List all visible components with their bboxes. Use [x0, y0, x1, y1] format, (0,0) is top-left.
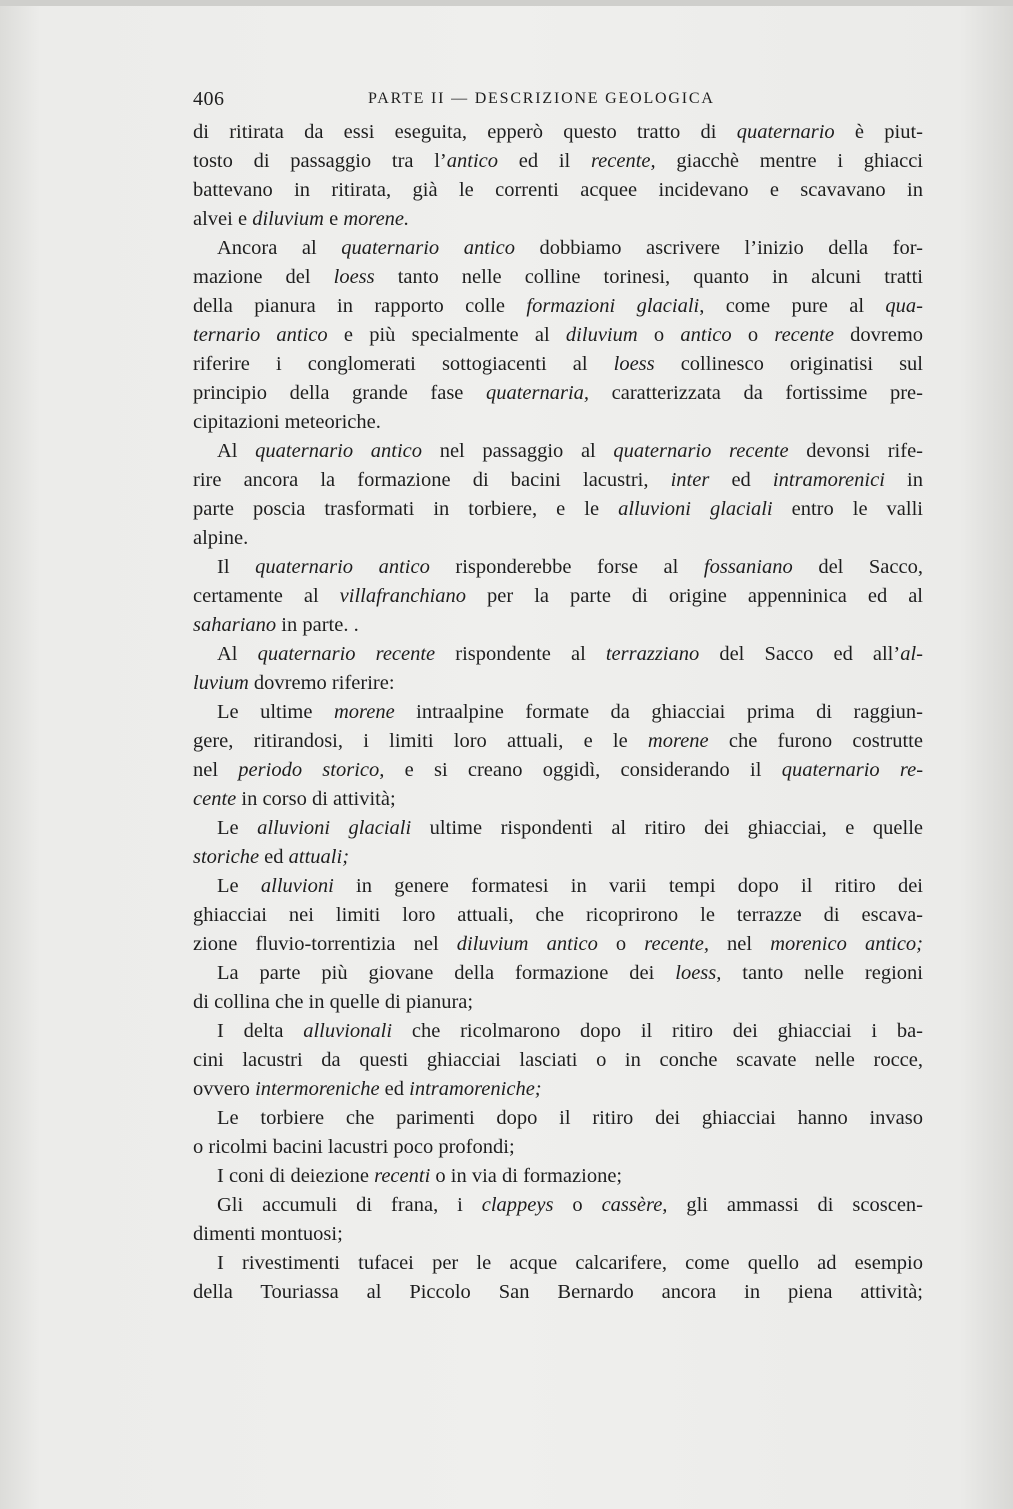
italic-term: storiche	[193, 846, 260, 868]
text-run: in genere formatesi in varii tempi dopo il ritiro dei	[333, 875, 924, 897]
text-run: del Sacco ed all’	[699, 643, 901, 665]
text-run: dimenti montuosi;	[193, 1223, 343, 1245]
text-run: Le torbiere che parimenti dopo il ritiro dei ghiacciai hanno invaso	[217, 1107, 923, 1129]
italic-term: recenti	[374, 1165, 431, 1187]
text-run: in corso di attività;	[236, 788, 396, 810]
text-run: nel passaggio al	[422, 440, 614, 462]
italic-term: antico	[680, 324, 732, 346]
text-line	[193, 1220, 923, 1249]
text-run: della Touriassa al Piccolo San Bernardo ancora in piena attività;	[193, 1281, 923, 1303]
text-run: ghiacciai nei limiti loro attuali, che ricoprirono le terrazze di escava-	[193, 904, 923, 926]
text-line	[193, 1046, 923, 1075]
text-line	[193, 205, 923, 234]
text-line	[193, 814, 923, 843]
text-run: o	[597, 933, 645, 955]
italic-term: recente,	[590, 150, 656, 172]
italic-term: loess	[613, 353, 655, 375]
italic-term: cente	[193, 788, 237, 810]
italic-term: alluvioni glaciali	[257, 817, 412, 839]
text-run: battevano in ritirata, già le correnti acquee incidevano e scavavano in	[193, 179, 923, 201]
text-run: o	[731, 324, 775, 346]
text-run: della pianura in rapporto colle	[193, 295, 527, 317]
text-line	[193, 234, 923, 263]
text-line	[193, 1278, 923, 1307]
italic-term: morene.	[343, 208, 410, 230]
text-line	[193, 350, 923, 379]
text-run: ed il	[498, 150, 591, 172]
italic-term: morene	[333, 701, 395, 723]
text-run: Gli accumuli di frana, i	[217, 1194, 482, 1216]
text-line	[193, 1133, 923, 1162]
text-line	[193, 698, 923, 727]
italic-term: intermoreniche	[255, 1078, 380, 1100]
text-run: giacchè mentre i ghiacci	[655, 150, 923, 172]
text-run: Il	[217, 556, 256, 578]
italic-term: antico	[446, 150, 499, 172]
text-line	[193, 1075, 923, 1104]
text-run: tanto nelle regioni	[721, 962, 923, 984]
italic-term: quaternario antico	[255, 556, 430, 578]
italic-term: diluvium	[252, 208, 324, 230]
text-line	[193, 1017, 923, 1046]
text-run: in parte. .	[276, 614, 359, 636]
text-run: tosto di passaggio tra l’	[193, 150, 447, 172]
text-line	[193, 901, 923, 930]
text-run: per la parte di origine appenninica ed al	[466, 585, 923, 607]
text-run: entro le valli	[772, 498, 923, 520]
text-run: alpine.	[193, 527, 249, 549]
text-run: Ancora al	[217, 237, 342, 259]
text-run: Le	[217, 875, 261, 897]
text-run: o in via di formazione;	[430, 1165, 623, 1187]
text-run: o ricolmi bacini lacustri poco profondi;	[193, 1136, 515, 1158]
text-run: di collina che in quelle di pianura;	[193, 991, 474, 1013]
text-run: e si creano oggidì, considerando il	[384, 759, 782, 781]
text-run: certamente al	[193, 585, 340, 607]
text-run: parte poscia trasformati in torbiere, e le	[193, 498, 619, 520]
text-run: , come pure al	[699, 295, 886, 317]
text-run: principio della grande fase	[193, 382, 486, 404]
text-run: alvei e	[193, 208, 253, 230]
text-line	[193, 292, 923, 321]
italic-term: quaternario recente	[613, 440, 789, 462]
text-run: del Sacco,	[792, 556, 923, 578]
italic-term: quaternario re-	[781, 759, 924, 781]
italic-term: alluvioni	[260, 875, 334, 897]
running-head: PARTE II — DESCRIZIONE GEOLOGICA	[368, 90, 715, 107]
italic-term: cassère,	[601, 1194, 668, 1216]
text-line	[193, 1162, 923, 1191]
text-run: intraalpine formate da ghiacciai prima di raggiun-	[394, 701, 923, 723]
text-run: rispondente al	[435, 643, 606, 665]
page-top-edge	[0, 0, 1013, 6]
text-run: e più specialmente al	[327, 324, 566, 346]
text-run: dovremo	[833, 324, 924, 346]
text-line	[193, 756, 923, 785]
text-run: I coni di deiezione	[217, 1165, 375, 1187]
italic-term: quaternario recente	[257, 643, 436, 665]
italic-term: quaternario antico	[341, 237, 515, 259]
text-line	[193, 1104, 923, 1133]
text-run: ovvero	[193, 1078, 256, 1100]
text-run: è piut-	[834, 121, 923, 143]
italic-term: recente	[774, 324, 834, 346]
body-text	[193, 118, 923, 1307]
text-run: Al	[217, 643, 258, 665]
italic-term: alluvioni glaciali	[618, 498, 773, 520]
text-run: collinesco originatisi sul	[654, 353, 924, 375]
italic-term: al-	[900, 643, 923, 665]
page-header	[193, 88, 923, 118]
italic-term: sahariano	[193, 614, 277, 636]
text-line	[193, 727, 923, 756]
text-line	[193, 872, 923, 901]
page-number: 406	[193, 88, 225, 110]
italic-term: loess,	[675, 962, 722, 984]
italic-term: qua-	[885, 295, 923, 317]
text-run: o	[637, 324, 681, 346]
text-line	[193, 553, 923, 582]
text-line	[193, 611, 923, 640]
text-line	[193, 408, 923, 437]
text-line	[193, 582, 923, 611]
italic-term: clappeys	[481, 1194, 554, 1216]
italic-term: quaternario antico	[255, 440, 423, 462]
italic-term: formazioni glaciali	[526, 295, 700, 317]
italic-term: alluvionali	[303, 1020, 393, 1042]
text-run: dovremo riferire:	[248, 672, 395, 694]
text-line	[193, 640, 923, 669]
text-run: o	[553, 1194, 602, 1216]
italic-term: quaternario	[736, 121, 835, 143]
text-line	[193, 988, 923, 1017]
italic-term: quaternaria,	[485, 382, 590, 404]
text-line	[193, 263, 923, 292]
text-run: di ritirata da essi eseguita, epperò questo tratto di	[193, 121, 737, 143]
italic-term: fossaniano	[703, 556, 793, 578]
italic-term: terrazziano	[605, 643, 700, 665]
text-line	[193, 524, 923, 553]
italic-term: luvium	[193, 672, 249, 694]
text-line	[193, 321, 923, 350]
text-line	[193, 495, 923, 524]
italic-term: morenico antico;	[770, 933, 924, 955]
italic-term: morene	[647, 730, 709, 752]
text-run: Al	[217, 440, 256, 462]
text-run: devonsi rife-	[788, 440, 923, 462]
text-line	[193, 147, 923, 176]
text-run: che furono costrutte	[708, 730, 923, 752]
text-line	[193, 843, 923, 872]
text-run: ultime rispondenti al ritiro dei ghiacciai, e quelle	[411, 817, 924, 839]
text-run: I delta	[217, 1020, 304, 1042]
text-run: cipitazioni meteoriche.	[193, 411, 381, 433]
text-line	[193, 1249, 923, 1278]
text-run: ed	[709, 469, 773, 491]
text-line	[193, 379, 923, 408]
text-line	[193, 959, 923, 988]
text-run: che ricolmarono dopo il ritiro dei ghiacciai i ba-	[392, 1020, 923, 1042]
text-run: gere, ritirandosi, i limiti loro attuali, e le	[193, 730, 648, 752]
text-run: Le ultime	[217, 701, 334, 723]
italic-term: attuali;	[288, 846, 350, 868]
text-run: risponderebbe forse al	[429, 556, 704, 578]
text-run: dobbiamo ascrivere l’inizio della for-	[514, 237, 923, 259]
text-run: ed	[379, 1078, 410, 1100]
text-line	[193, 1191, 923, 1220]
italic-term: recente,	[644, 933, 709, 955]
text-line	[193, 785, 923, 814]
text-run: cini lacustri da questi ghiacciai lasciati o in conche scavate nelle rocce,	[193, 1049, 923, 1071]
italic-term: loess	[333, 266, 375, 288]
italic-term: villafranchiano	[339, 585, 467, 607]
text-run: rire ancora la formazione di bacini lacustri,	[193, 469, 671, 491]
italic-term: diluvium	[565, 324, 638, 346]
text-run: caratterizzata da fortissime pre-	[589, 382, 923, 404]
text-line	[193, 176, 923, 205]
text-run: mazione del	[193, 266, 334, 288]
text-run: nel	[708, 933, 771, 955]
text-run: e	[323, 208, 344, 230]
italic-term: inter	[670, 469, 710, 491]
italic-term: ternario antico	[193, 324, 328, 346]
text-line	[193, 118, 923, 147]
text-run: ed	[259, 846, 289, 868]
text-run: zione fluvio-torrentizia nel	[193, 933, 457, 955]
italic-term: intramorenici	[772, 469, 885, 491]
text-run: in	[884, 469, 923, 491]
text-run: Le	[217, 817, 258, 839]
text-run: tanto nelle colline torinesi, quanto in alcuni tratti	[374, 266, 924, 288]
text-run: riferire i conglomerati sottogiacenti al	[193, 353, 614, 375]
text-run: I rivestimenti tufacei per le acque calcarifere, come quello ad esempio	[217, 1252, 923, 1274]
italic-term: periodo storico,	[238, 759, 385, 781]
text-line	[193, 466, 923, 495]
text-run: nel	[193, 759, 239, 781]
text-line	[193, 437, 923, 466]
text-run: gli ammassi di scoscen-	[667, 1194, 923, 1216]
italic-term: diluvium antico	[456, 933, 598, 955]
text-line	[193, 930, 923, 959]
text-line	[193, 669, 923, 698]
italic-term: intramoreniche;	[409, 1078, 542, 1100]
text-run: La parte più giovane della formazione dei	[217, 962, 676, 984]
